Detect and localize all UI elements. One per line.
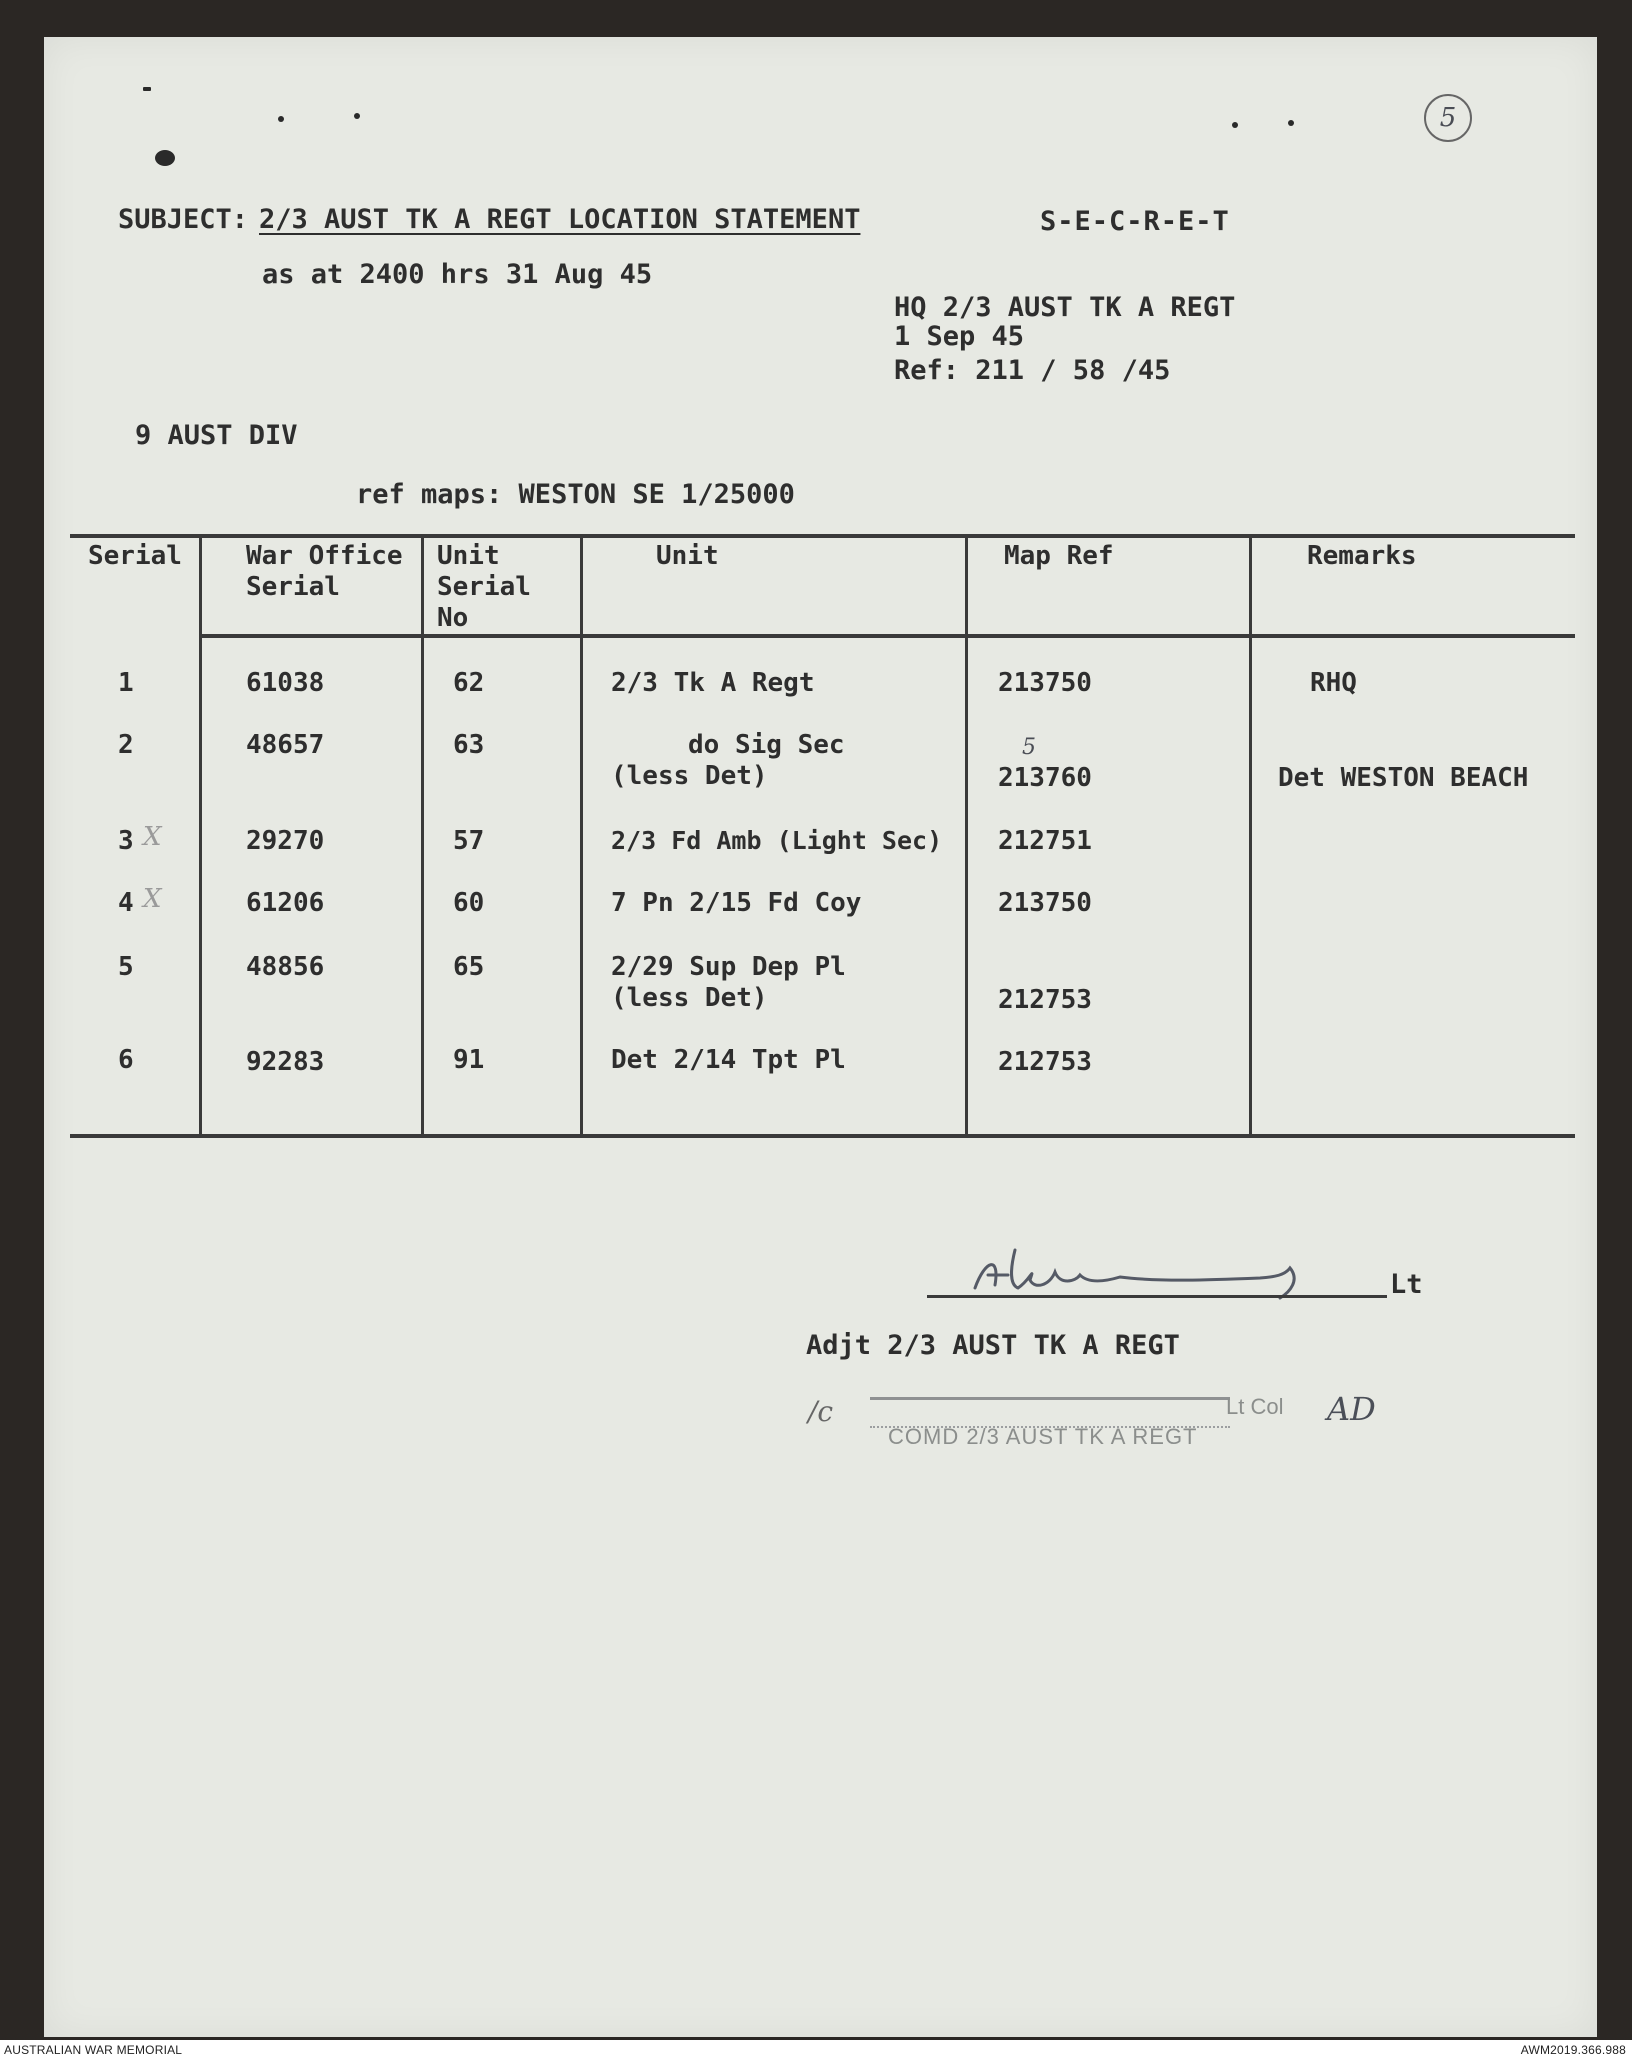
column-header-unit-serial-no: Unit Serial No [437,541,531,633]
column-header-serial: Serial [88,541,182,571]
table-row: 4 [118,888,134,918]
column-header-remarks: Remarks [1307,541,1417,571]
table-row: 91 [453,1045,485,1075]
punch-mark [143,87,151,91]
table-row: 212753 [998,1047,1092,1077]
column-divider [965,536,968,1136]
column-divider [421,536,424,1136]
table-header-rule [200,634,1575,638]
archive-name: AUSTRALIAN WAR MEMORIAL [4,2043,183,2057]
map-ref-correction: 5 [1022,735,1036,760]
table-row: 212751 [998,826,1092,856]
column-divider [580,536,583,1136]
column-header-war-office-serial: War Office Serial [246,541,403,602]
table-row: RHQ [1310,668,1357,698]
table-row: 61038 [246,668,325,698]
table-row: 61206 [246,888,325,918]
table-row: (less Det) [611,983,768,1013]
handwritten-signature [960,1230,1330,1310]
table-row: do Sig Sec [688,730,845,760]
table-row: (less Det) [611,761,768,791]
table-row: 3 [118,826,134,856]
tick-mark: X [143,884,162,914]
table-row: 2/29 Sup Dep Pl [611,952,846,982]
table-row: 1 [118,668,134,698]
subject-label: SUBJECT: [118,204,249,235]
table-row: 48657 [246,730,325,760]
punch-mark [278,116,284,122]
hq-line: HQ 2/3 AUST TK A REGT [894,292,1236,323]
table-row: 6 [118,1045,134,1075]
as-at-date: as at 2400 hrs 31 Aug 45 [262,259,653,290]
table-row: Det 2/14 Tpt Pl [611,1045,846,1075]
table-row: 7 Pn 2/15 Fd Coy [611,888,862,918]
column-divider [1249,536,1252,1136]
table-bottom-rule [70,1134,1575,1138]
table-row: 2/3 Fd Amb (Light Sec) [611,826,943,855]
table-row: 57 [453,826,485,856]
stamp-rank: Lt Col [1226,1394,1284,1419]
archive-footer [0,2040,1632,2061]
punch-mark [1288,120,1294,126]
table-top-rule [70,534,1575,538]
table-row: 92283 [246,1047,325,1077]
subject-title: 2/3 AUST TK A REGT LOCATION STATEMENT [259,204,861,235]
table-row: 48856 [246,952,325,982]
addressee: 9 AUST DIV [135,420,298,451]
table-row: 65 [453,952,485,982]
punch-mark [1232,122,1238,128]
document-page [44,37,1597,2037]
folio-number: 5 [1424,94,1472,142]
stamp-initials: AD [1327,1390,1376,1428]
table-row: 2/3 Tk A Regt [611,668,815,698]
archive-reference: AWM2019.366.988 [1520,2043,1626,2057]
punch-mark [354,113,360,119]
table-row: 213750 [998,888,1092,918]
stamp-appointment: COMD 2/3 AUST TK A REGT [888,1424,1198,1449]
table-row: 62 [453,668,485,698]
table-row: 212753 [998,985,1092,1015]
column-divider [199,536,202,1136]
reference-number: Ref: 211 / 58 /45 [894,355,1171,386]
signature-line [927,1295,1387,1298]
table-row: Det WESTON BEACH [1278,763,1529,793]
column-header-unit: Unit [656,541,719,571]
stamp-prefix: /c [808,1395,834,1428]
classification: S-E-C-R-E-T [1040,206,1230,237]
column-header-map-ref: Map Ref [1004,541,1114,571]
tick-mark: X [143,822,162,852]
signatory-rank: Lt [1390,1269,1423,1300]
table-row: 213760 [998,763,1092,793]
table-row: 213750 [998,668,1092,698]
punch-mark [155,150,175,166]
table-row: 29270 [246,826,325,856]
table-row: 5 [118,952,134,982]
ref-maps: ref maps: WESTON SE 1/25000 [356,479,795,510]
signatory-appointment: Adjt 2/3 AUST TK A REGT [806,1330,1180,1361]
table-row: 60 [453,888,485,918]
letter-date: 1 Sep 45 [894,321,1025,352]
table-row: 63 [453,730,485,760]
table-row: 2 [118,730,134,760]
